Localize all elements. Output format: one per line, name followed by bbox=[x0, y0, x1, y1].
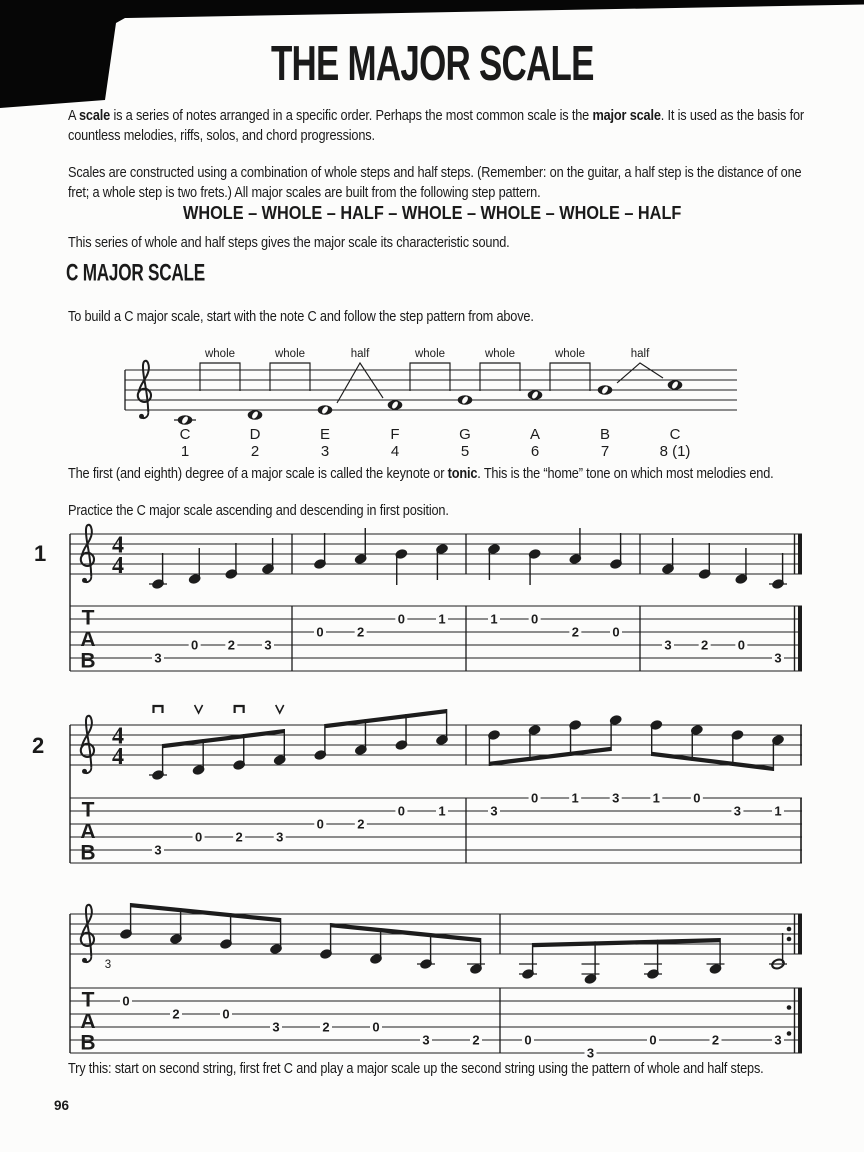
scale-degree: 3 bbox=[320, 443, 330, 460]
tab-number: 0 bbox=[372, 1019, 380, 1035]
tab-number: 1 bbox=[571, 790, 579, 806]
page-number: 96 bbox=[54, 1098, 70, 1113]
exercise-1 bbox=[70, 525, 802, 673]
tab-number: 2 bbox=[227, 637, 235, 653]
note-name: F bbox=[390, 426, 400, 443]
exercise-2-continued bbox=[70, 903, 802, 1061]
tab-clef-letter: T bbox=[81, 798, 95, 822]
page-title bbox=[0, 36, 864, 90]
tab-number: 0 bbox=[531, 611, 539, 627]
tab-clef-letter: B bbox=[80, 841, 96, 865]
tab-number: 2 bbox=[571, 624, 579, 640]
step-label: whole bbox=[204, 348, 236, 360]
time-signature: 4 bbox=[112, 553, 124, 579]
step-half bbox=[617, 348, 663, 383]
tab-number: 0 bbox=[122, 993, 130, 1009]
note bbox=[458, 395, 473, 404]
tab-number: 0 bbox=[397, 803, 406, 819]
tab-clef-letter: A bbox=[80, 628, 96, 651]
tab-number: 1 bbox=[774, 803, 782, 819]
note-name: D bbox=[249, 426, 261, 443]
scale-degree: 1 bbox=[180, 443, 190, 460]
tab-number: 0 bbox=[316, 816, 324, 832]
scale-degree: 4 bbox=[390, 443, 400, 460]
tab-number: 3 bbox=[733, 803, 742, 819]
step-label: whole bbox=[484, 348, 516, 360]
exercise-1-number: 1 bbox=[34, 541, 47, 566]
upstroke-icon bbox=[276, 705, 284, 713]
c-major-scale-heading bbox=[66, 260, 244, 286]
beam bbox=[489, 747, 611, 766]
tab-number: 3 bbox=[612, 790, 620, 806]
tab-clef-letter: T bbox=[81, 988, 95, 1012]
scale-degree: 8 (1) bbox=[659, 443, 691, 460]
scale-degree: 7 bbox=[600, 443, 610, 460]
tab-number: 0 bbox=[222, 1006, 230, 1022]
step-label: half bbox=[350, 348, 370, 360]
practice-paragraph: Practice the C major scale ascending and descending in first position. bbox=[68, 502, 449, 519]
c-major-scale-diagram bbox=[60, 336, 804, 466]
time-signature: 4 bbox=[112, 744, 124, 770]
step-label: whole bbox=[414, 348, 446, 360]
note-name: C bbox=[179, 426, 191, 443]
scale-staff bbox=[125, 348, 737, 460]
tab-number: 2 bbox=[472, 1032, 480, 1048]
scale-degree: 5 bbox=[460, 443, 470, 460]
time-signature: 4 bbox=[112, 532, 124, 559]
step-label: half bbox=[630, 348, 650, 360]
tab-number: 0 bbox=[693, 790, 701, 806]
note bbox=[318, 405, 333, 414]
tab-number: 2 bbox=[711, 1032, 720, 1048]
tab-number: 2 bbox=[172, 1006, 180, 1022]
tab-number: 3 bbox=[264, 637, 272, 653]
tab-clef-letter: A bbox=[80, 1010, 96, 1033]
tab-number: 0 bbox=[524, 1032, 532, 1048]
step-pattern bbox=[0, 202, 864, 224]
page-title-text: THE MAJOR SCALE bbox=[270, 35, 594, 91]
tab-number: 0 bbox=[316, 624, 324, 640]
tab-number: 3 bbox=[276, 829, 284, 845]
exercise-2-system bbox=[30, 692, 830, 872]
downstroke-icon bbox=[235, 706, 244, 713]
tab-number: 3 bbox=[774, 1032, 782, 1048]
intro-paragraph-3: This series of whole and half steps gives the major scale its characteristic sound. bbox=[68, 234, 510, 251]
tab-number: 2 bbox=[357, 816, 365, 832]
tab-number: 0 bbox=[737, 637, 745, 653]
step-pattern-text: WHOLE – WHOLE – HALF – WHOLE – WHOLE – WHOLE – HALF bbox=[182, 202, 682, 223]
note bbox=[248, 410, 263, 419]
exercise-2-continued-system bbox=[30, 896, 830, 1062]
downstroke-icon bbox=[154, 706, 163, 713]
tab-number: 0 bbox=[194, 829, 203, 845]
beam bbox=[131, 903, 281, 922]
tab-clef-letter: A bbox=[80, 820, 96, 843]
step-label: whole bbox=[274, 348, 306, 360]
tab-clef-letter: B bbox=[80, 1031, 96, 1055]
tab-number: 1 bbox=[438, 611, 446, 627]
note-name: G bbox=[459, 426, 471, 443]
step-half bbox=[337, 348, 383, 403]
tab-clef-letter: B bbox=[80, 649, 96, 673]
upstroke-icon bbox=[195, 705, 203, 713]
note bbox=[178, 415, 193, 424]
tab-number: 3 bbox=[154, 842, 162, 858]
tonic-paragraph: The first (and eighth) degree of a major scale is called the keynote or tonic. This is the “home” tone on which most melodies end. bbox=[68, 465, 774, 482]
tab-number: 3 bbox=[774, 650, 782, 666]
note bbox=[598, 385, 613, 394]
tab-number: 0 bbox=[530, 790, 539, 806]
try-this-paragraph: Try this: start on second string, first fret C and play a major scale up the second string using the pattern of whole and half steps. bbox=[68, 1060, 764, 1077]
note-name: A bbox=[529, 426, 541, 443]
tab-number: 2 bbox=[701, 637, 709, 653]
beam bbox=[533, 938, 721, 947]
exercise-1-system bbox=[30, 524, 830, 684]
note-name: C bbox=[669, 426, 681, 443]
tab-number: 3 bbox=[154, 650, 162, 666]
note bbox=[668, 380, 683, 389]
tab-number: 3 bbox=[586, 1045, 595, 1061]
intro-paragraph-2: Scales are constructed using a combination of whole steps and half steps. (Remember: on the guitar, a half step is the distance of one fret; a whole step is two frets.) All major scales are built from the following step pattern. bbox=[68, 164, 802, 201]
tab-number: 0 bbox=[397, 611, 405, 627]
tab-number: 2 bbox=[322, 1019, 330, 1035]
exercise-2 bbox=[70, 705, 802, 865]
tab-number: 1 bbox=[652, 790, 660, 806]
scale-degree: 2 bbox=[250, 443, 260, 460]
tab-number: 3 bbox=[490, 803, 498, 819]
intro-paragraph-1: A scale is a series of notes arranged in a specific order. Perhaps the most common scale is the major scale. It is used as the basis for countless melodies, riffs, solos, and chord progressions. bbox=[68, 107, 804, 144]
tab-number: 0 bbox=[612, 624, 620, 640]
tab-clef-letter: T bbox=[81, 606, 95, 630]
beam bbox=[331, 923, 481, 942]
tab-number: 1 bbox=[490, 611, 498, 627]
tab-number: 1 bbox=[438, 803, 446, 819]
tab-number: 3 bbox=[422, 1032, 430, 1048]
tab-number: 3 bbox=[272, 1019, 280, 1035]
note-name: B bbox=[599, 426, 611, 443]
tab-number: 0 bbox=[649, 1032, 657, 1048]
tab-number: 2 bbox=[357, 624, 365, 640]
measure-number: 3 bbox=[104, 959, 112, 971]
exercise-2-number: 2 bbox=[32, 733, 45, 758]
scale-degree: 6 bbox=[530, 443, 540, 460]
tab-number: 2 bbox=[235, 829, 243, 845]
tab-number: 0 bbox=[191, 637, 199, 653]
build-scale-paragraph: To build a C major scale, start with the note C and follow the step pattern from above. bbox=[68, 308, 534, 325]
time-signature: 4 bbox=[112, 723, 124, 750]
note bbox=[388, 400, 403, 409]
step-label: whole bbox=[554, 348, 586, 360]
c-major-scale-heading-text: C MAJOR SCALE bbox=[66, 258, 206, 286]
tab-number: 3 bbox=[664, 637, 672, 653]
note-name: E bbox=[319, 426, 331, 443]
note bbox=[528, 390, 543, 399]
